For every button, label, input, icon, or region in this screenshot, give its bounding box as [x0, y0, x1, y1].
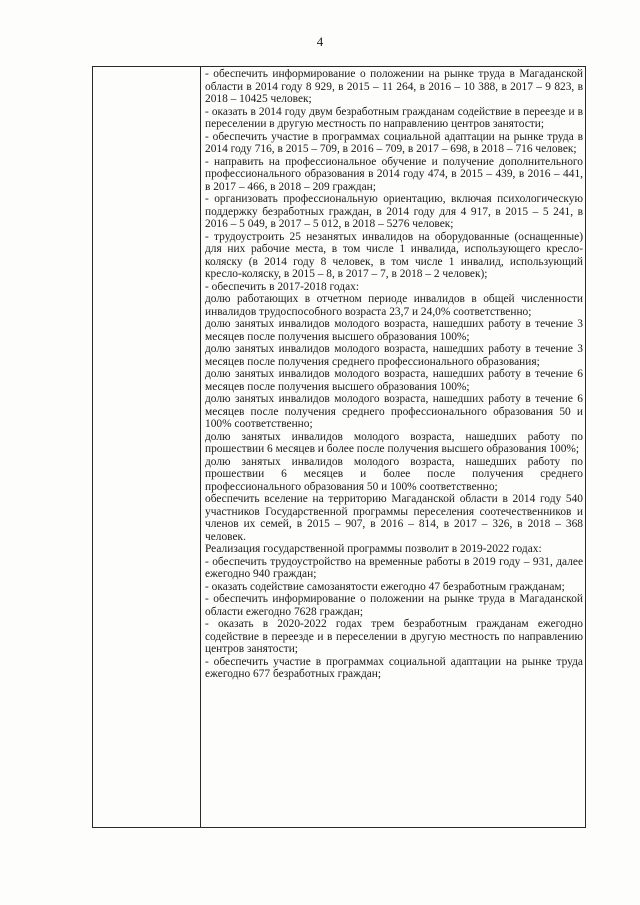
paragraph-14: долю занятых инвалидов молодого возраста, нашедших работу по прошествии 6 месяцев и более после получения среднего профессионального образования 50 и 100% соответственно; [205, 455, 583, 493]
paragraph-8: долю работающих в отчетном периоде инвалидов в общей численности инвалидов трудоспособного возраста 23,7 и 24,0% соответственно; [205, 293, 583, 318]
paragraph-21: - обеспечить участие в программах социальной адаптации на рынке труда ежегодно 677 безработных граждан; [205, 655, 583, 680]
paragraph-13: долю занятых инвалидов молодого возраста, нашедших работу по прошествии 6 месяцев и более после получения высшего образования 100%; [205, 430, 583, 455]
paragraph-6: - трудоустроить 25 незанятых инвалидов на оборудованные (оснащенные) для них рабочие места, в том числе 1 инвалида, использующего кресло-коляску (в 2014 году 8 человек, в том числе 1 инвалид, использующий кресло-коляску, в 2015 – 8, в 2017 – 7, в 2018 – 2 человек); [205, 230, 583, 280]
paragraph-1: - обеспечить информирование о положении на рынке труда в Магаданской области в 2014 году 8 929, в 2015 – 11 264, в 2016 – 10 388, в 2017 – 9 823, в 2018 – 10425 человек; [205, 68, 583, 105]
document-table [92, 66, 586, 828]
paragraph-12: долю занятых инвалидов молодого возраста, нашедших работу в течение 6 месяцев после получения среднего профессионального образования 50 и 100% соответственно; [205, 393, 583, 430]
paragraph-16: Реализация государственной программы позволит в 2019-2022 годах: [205, 543, 542, 555]
paragraph-19: - обеспечить информирование о положении на рынке труда в Магаданской области ежегодно 7628 граждан; [205, 593, 583, 618]
paragraph-7: - обеспечить в 2017-2018 годах: [205, 280, 359, 293]
paragraph-17: - обеспечить трудоустройство на временные работы в 2019 году – 931, далее ежегодно 940 граждан; [205, 555, 583, 580]
paragraph-18: - оказать содействие самозанятости ежегодно 47 безработным гражданам; [205, 580, 565, 593]
paragraph-20: - оказать в 2020-2022 годах трем безработным гражданам ежегодно содействие в переезде и в переселении в другую местность по направлению центров занятости; [205, 618, 583, 655]
page-number: 4 [316, 34, 324, 49]
paragraph-11: долю занятых инвалидов молодого возраста, нашедших работу в течение 6 месяцев после получения высшего образования 100%; [205, 368, 583, 393]
paragraph-10: долю занятых инвалидов молодого возраста, нашедших работу в течение 3 месяцев после получения среднего профессионального образования; [205, 343, 583, 368]
paragraph-15: обеспечить вселение на территорию Магаданской области в 2014 году 540 участников Государственной программы переселения соотечественников и членов их семей, в 2015 – 907, в 2016 – 814, в 2017 – 326, в 2018 – 368 человек. [205, 493, 583, 543]
paragraph-4: - направить на профессиональное обучение и получение дополнительного профессионального образования в 2014 году 474, в 2015 – 439, в 2016 – 441, в 2017 – 466, в 2018 – 209 граждан; [205, 155, 583, 193]
table-left-cell [93, 67, 201, 827]
paragraph-5: - организовать профессиональную ориентацию, включая психологическую поддержку безработных граждан, в 2014 году для 4 917, в 2015 – 5 241, в 2016 – 5 049, в 2017 – 5 012, в 2018 – 5276 человек; [205, 193, 583, 230]
paragraph-3: - обеспечить участие в программах социальной адаптации на рынке труда в 2014 году 716, в 2015 – 709, в 2016 – 709, в 2017 – 698, в 2018 – 716 человек; [205, 130, 583, 155]
paragraph-9: долю занятых инвалидов молодого возраста, нашедших работу в течение 3 месяцев после получения высшего образования 100%; [205, 318, 583, 343]
table-right-cell [201, 67, 585, 827]
paragraph-2: - оказать в 2014 году двум безработным гражданам содействие в переезде и в переселении в другую местность по направлению центров занятости; [205, 105, 583, 130]
